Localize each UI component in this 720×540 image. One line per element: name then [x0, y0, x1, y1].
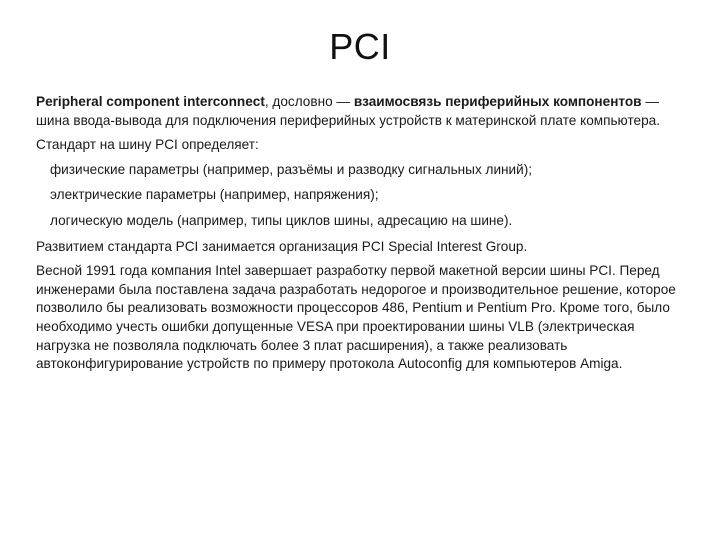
term-russian: взаимосвязь периферийных компонентов: [353, 94, 642, 109]
standard-item: электрические параметры (например, напряжения);: [50, 187, 379, 203]
intro-connector: , дословно —: [264, 94, 354, 109]
intro-paragraph: [36, 93, 692, 130]
standard-item: логическую модель (например, типы циклов шины, адресацию на шине).: [50, 212, 513, 228]
standard-lead: Стандарт на шину PCI определяет:: [36, 137, 259, 153]
standard-item: физические параметры (например, разъёмы и разводку сигнальных линий);: [50, 161, 533, 177]
intro-definition: — шина ввода-вывода для подключения периферийных устройств к материнской плате компьютера.: [36, 94, 660, 128]
development-paragraph: Развитием стандарта PCI занимается организация PCI Special Interest Group.: [36, 238, 528, 254]
slide-content: [36, 93, 692, 380]
term-english: Peripheral component interconnect: [36, 94, 265, 109]
slide-title: PCI: [329, 26, 391, 67]
history-paragraph: Весной 1991 года компания Intel завершает разработку первой макетной версии шины PCI. Перед инженерами была поставлена задача разработать недорогое и производительное решение, которое позволило бы реализовать возможности процессоров 486, Pentium и Pentium Pro. Кроме того, было необходимо учесть ошибки допущенные VESA при проектировании шины VLB (электрическая нагрузка не позволяла подключать более 3 плат расширения), а также реализовать автоконфигурирование устройств по примеру протокола Autoconfig для компьютеров Amiga.: [36, 263, 676, 372]
